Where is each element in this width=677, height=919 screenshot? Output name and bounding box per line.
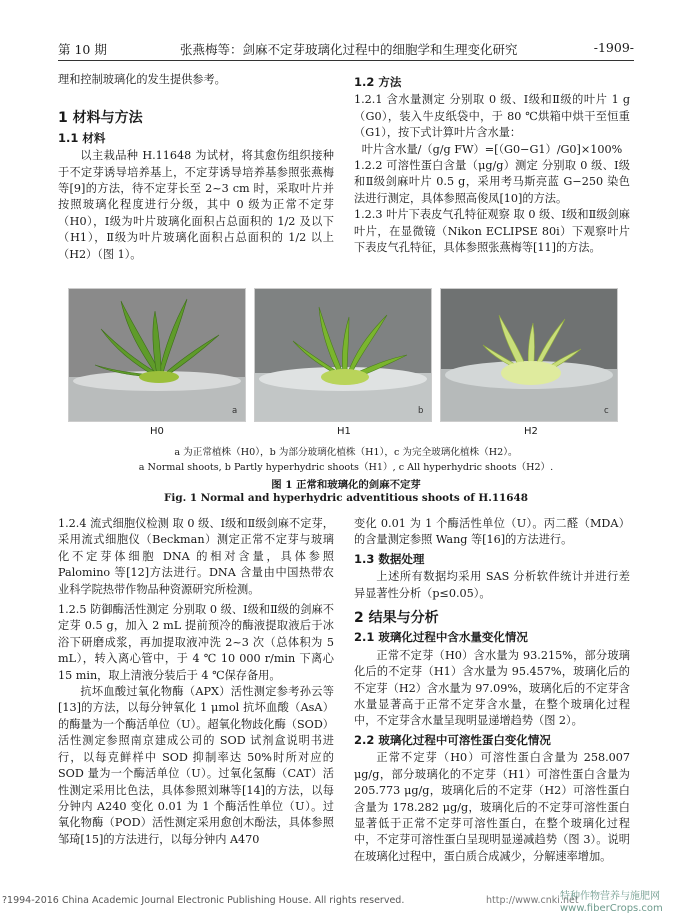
photo-h2-all-hyperhydric (440, 288, 618, 422)
section-1-3-text: 上述所有数据均采用 SAS 分析软件统计并进行差异显著性分析（p≤0.05）。 (354, 570, 630, 600)
watermark (560, 891, 663, 915)
photo-letter-c: c (604, 406, 609, 416)
water-content-formula: 叶片含水量/（g/g FW）=[（G0−G1）/G0]×100% (361, 142, 623, 156)
section-1-2-5-enzymes: 抗坏血酸过氧化物酶（APX）活性测定参考孙云等[13]的方法，以每分钟氧化 1 μmol 抗坏血酸（AsA）的酶量为一个酶活单位（U）。超氧化物歧化酶（SOD）活性测定参照南京建成公司的 SOD 试剂盒说明书进行，以每克鲜样中 SOD 抑制率达 50%时所对应的 SOD 量为一个酶活单位（U）。过氧化氢酶（CAT）活性测定采用比色法，具体参照刘琳等[14]的方法，以每分钟内 A240 变化 0.01 为 1 个酶活性单位（U）。过氧化物酶（POD）活性测定采用愈创木酚法，具体参照邹琦[15]的方法进行，以每分钟内 A470 (58, 685, 334, 846)
section-2-2-title: 2.2 玻璃化过程中可溶性蛋白变化情况 (354, 732, 551, 747)
photo-h0-normal-shoot (68, 288, 246, 422)
section-1-1-title: 1.1 材料 (58, 130, 106, 145)
section-2-1-text: 正常不定芽（H0）含水量为 93.215%，部分玻璃化后的不定芽（H1）含水量为 95.457%，玻璃化后的不定芽（H2）含水量为 97.09%，玻璃化后的不定芽含水量显著高于正常不定芽含水量，在整个玻璃化过程中，不定芽含水量呈现明显递增趋势（图 2）。 (354, 648, 630, 728)
section-1-title: 1 材料与方法 (58, 110, 143, 127)
running-title: 张燕梅等：剑麻不定芽玻璃化过程中的细胞学和生理变化研究 (180, 42, 518, 57)
issue-number: 第 10 期 (58, 42, 107, 57)
figure-1-photos (68, 288, 616, 420)
photo-letter-b: b (418, 406, 424, 416)
section-2-title: 2 结果与分析 (354, 610, 439, 627)
watermark-line-1: 特种作物营养与施肥网 (560, 891, 660, 902)
section-1-2-1-text: 1.2.1 含水量测定 分别取 0 级、Ⅰ级和Ⅱ级的叶片 1 g（G0），装入牛皮纸袋中，于 80 ℃烘箱中烘干至恒重（G1），按下式计算叶片含水量： (354, 93, 630, 140)
photo-label-h2: H2 (524, 426, 538, 437)
right-column-bottom (354, 516, 630, 865)
page-footer (0, 889, 677, 919)
photo-h1-partly-hyperhydric (254, 288, 432, 422)
photo-letter-a: a (232, 406, 238, 416)
section-1-2-2-text: 1.2.2 可溶性蛋白含量（μg/g）测定 分别取 0 级、Ⅰ级和Ⅱ级剑麻叶片 0.5 g，采用考马斯亮蓝 G−250 染色法进行测定，具体参照高俊凤[10]的方法。 (354, 159, 630, 205)
copyright-notice: ?1994-2016 China Academic Journal Electronic Publishing House. All rights reserved. (2, 895, 405, 906)
cnki-url-link[interactable]: http://www.cnki.net (486, 895, 579, 906)
figure-caption-en-sub: a Normal shoots, b Partly hyperhydric shoots（H1）, c All hyperhydric shoots（H2）. (138, 462, 554, 473)
page-number: -1909- (593, 40, 634, 55)
figure-caption-en: Fig. 1 Normal and hyperhydric adventitious shoots of H.11648 (164, 492, 528, 504)
section-1-2-3-text: 1.2.3 叶片下表皮气孔特征观察 取 0 级、Ⅰ级和Ⅱ级剑麻叶片，在显微镜（Nikon ECLIPSE 80i）下观察叶片下表皮气孔特征，具体参照张燕梅等[11]的方法。 (354, 208, 630, 255)
watermark-line-2: www.fiberCrops.com (560, 903, 663, 914)
section-1-1-text: 以主栽品种 H.11648 为试材，将其愈伤组织接种于不定芽诱导培养基上，不定芽诱导培养基参照张燕梅等[9]的方法，待不定芽长至 2~3 cm 时，采取叶片并按照玻璃化程度进行分级，其中 0 级为正常不定芽（H0），Ⅰ级为叶片玻璃化面积占总面积的 1/2 及以下（H1），Ⅱ级为叶片玻璃化面积占总面积的 1/2 以上（H2）（图 1）。 (58, 149, 334, 261)
figure-caption-cn: 图 1 正常和玻璃化的剑麻不定芽 (271, 479, 421, 491)
section-2-2-text: 正常不定芽（H0）可溶性蛋白含量为 258.007 μg/g，部分玻璃化的不定芽（H1）可溶性蛋白含量为 205.773 μg/g，玻璃化后的不定芽（H2）可溶性蛋白含量为 178.282 μg/g，玻璃化后的不定芽可溶性蛋白显著低于正常不定芽可溶性蛋白，在整个玻璃化过程中，不定芽可溶性蛋白呈现明显递减趋势（图 3）。说明在玻璃化过程中，蛋白质合成减少，分解速率增加。 (354, 751, 630, 863)
left-column-bottom (58, 516, 334, 848)
figure-caption-cn-sub: a 为正常植株（H0），b 为部分玻璃化植株（H1），c 为完全玻璃化植株（H2）。 (174, 447, 518, 458)
photo-label-h1: H1 (337, 426, 351, 437)
section-1-3-title: 1.3 数据处理 (354, 551, 425, 566)
running-header (58, 38, 634, 61)
intro-sentence: 理和控制玻璃化的发生提供参考。 (58, 73, 226, 86)
section-1-2-5-continued: 变化 0.01 为 1 个酶活性单位（U）。丙二醛（MDA）的含量测定参照 Wang 等[16]的方法进行。 (354, 517, 630, 547)
section-1-2-title: 1.2 方法 (354, 75, 402, 89)
section-2-1-title: 2.1 玻璃化过程中含水量变化情况 (354, 630, 528, 645)
right-column-top (354, 72, 630, 256)
section-1-2-4-text: 1.2.4 流式细胞仪检测 取 0 级、Ⅰ级和Ⅱ级剑麻不定芽，采用流式细胞仪（Beckman）测定正常不定芽与玻璃化不定芽体细胞 DNA 的相对含量，具体参照 Palomino 等[12]方法进行。DNA 含量由中国热带农业科学院热带作物品种资源研究所检测。 (58, 517, 334, 596)
photo-label-h0: H0 (150, 426, 164, 437)
left-column-top (58, 72, 334, 263)
section-1-2-5-text: 1.2.5 防御酶活性测定 分别取 0 级、Ⅰ级和Ⅱ级的剑麻不定芽 0.5 g，加入 2 mL 提前预冷的酶液提取液后于冰浴下研磨成浆，再加提取液冲洗 2~3 次（总体积为 5 mL），转入离心管中，于 4 ℃ 10 000 r/min 下离心 15 min，取上清液分装后于 4 ℃保存备用。 (58, 603, 334, 682)
